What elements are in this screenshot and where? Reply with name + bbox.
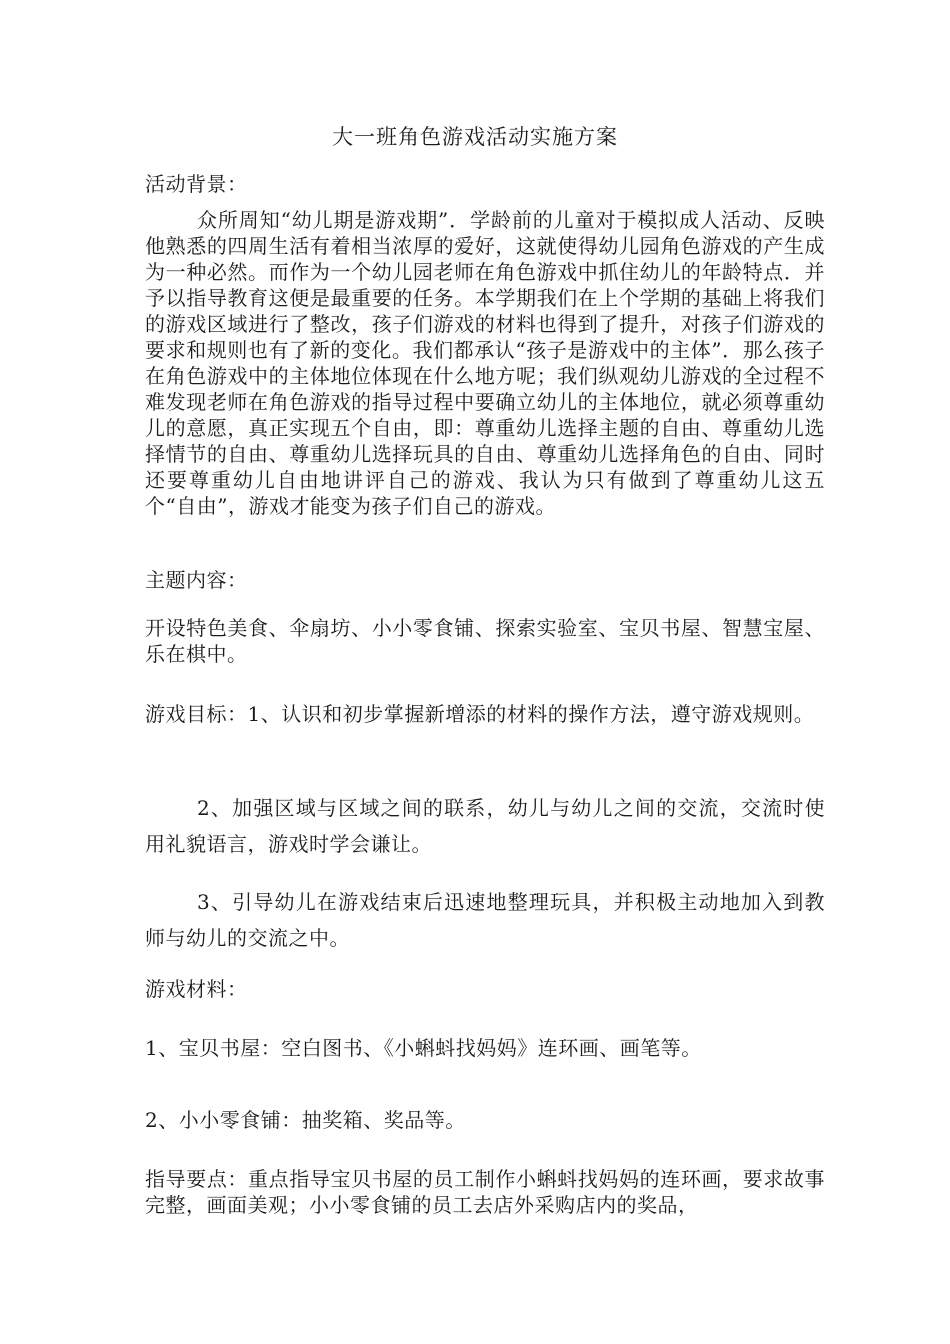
background-paragraph: 众所周知“幼儿期是游戏期”．学龄前的儿童对于模拟成人活动、反映他熟悉的四周生活有着相当浓厚的爱好，这就使得幼儿园角色游戏的产生成为一种必然。而作为一个幼儿园老师在角色游戏中抓住幼儿的年龄特点．并予以指导教育这便是最重要的任务。本学期我们在上个学期的基础上将我们的游戏区域进行了整改，孩子们游戏的材料也得到了提升，对孩子们游戏的要求和规则也有了新的变化。我们都承认“孩子是游戏中的主体”．那么孩子在角色游戏中的主体地位体现在什么地方呢；我们纵观幼儿游戏的全过程不难发现老师在角色游戏的指导过程中要确立幼儿的主体地位，就必须尊重幼儿的意愿，真正实现五个自由，即：尊重幼儿选择主题的自由、尊重幼儿选择情节的自由、尊重幼儿选择玩具的自由、尊重幼儿选择角色的自由、同时还要尊重幼儿自由地讲评自己的游戏、我认为只有做到了尊重幼儿这五个“自由”，游戏才能变为孩子们自己的游戏。	[145, 208, 825, 518]
theme-paragraph: 开设特色美食、伞扇坊、小小零食铺、探索实验室、宝贝书屋、智慧宝屋、乐在棋中。	[145, 616, 825, 666]
background-label-block	[145, 171, 825, 197]
guidance-paragraph-block	[145, 1166, 825, 1218]
materials-label: 游戏材料：	[145, 977, 248, 1001]
material-item-2: 2、小小零食铺：抽奖箱、奖品等。	[145, 1108, 466, 1132]
materials-label-block	[145, 976, 825, 1002]
goal-item-3: 3、引导幼儿在游戏结束后迅速地整理玩具，并积极主动地加入到教师与幼儿的交流之中。	[145, 890, 825, 950]
material-item-2-block	[145, 1107, 825, 1133]
goal-item-2-block	[145, 790, 825, 862]
theme-paragraph-block	[145, 615, 825, 667]
theme-label-block	[145, 567, 825, 593]
goal-item-2: 2、加强区域与区域之间的联系，幼儿与幼儿之间的交流，交流时使用礼貌语言，游戏时学会谦让。	[145, 796, 825, 856]
goal-item-3-block	[145, 884, 825, 956]
document-title: 大一班角色游戏活动实施方案	[332, 125, 618, 149]
background-label: 活动背景：	[145, 172, 248, 196]
goal-item-1-block	[145, 696, 825, 732]
goal-item-1: 游戏目标：1、认识和初步掌握新增添的材料的操作方法，遵守游戏规则。	[145, 702, 815, 726]
background-paragraph-block	[145, 207, 825, 519]
theme-label: 主题内容：	[145, 568, 248, 592]
guidance-paragraph: 指导要点：重点指导宝贝书屋的员工制作小蝌蚪找妈妈的连环画，要求故事完整，画面美观；小小零食铺的员工去店外采购店内的奖品，	[145, 1167, 825, 1217]
material-item-1: 1、宝贝书屋：空白图书、《小蝌蚪找妈妈》连环画、画笔等。	[145, 1036, 702, 1060]
material-item-1-block	[145, 1035, 825, 1061]
